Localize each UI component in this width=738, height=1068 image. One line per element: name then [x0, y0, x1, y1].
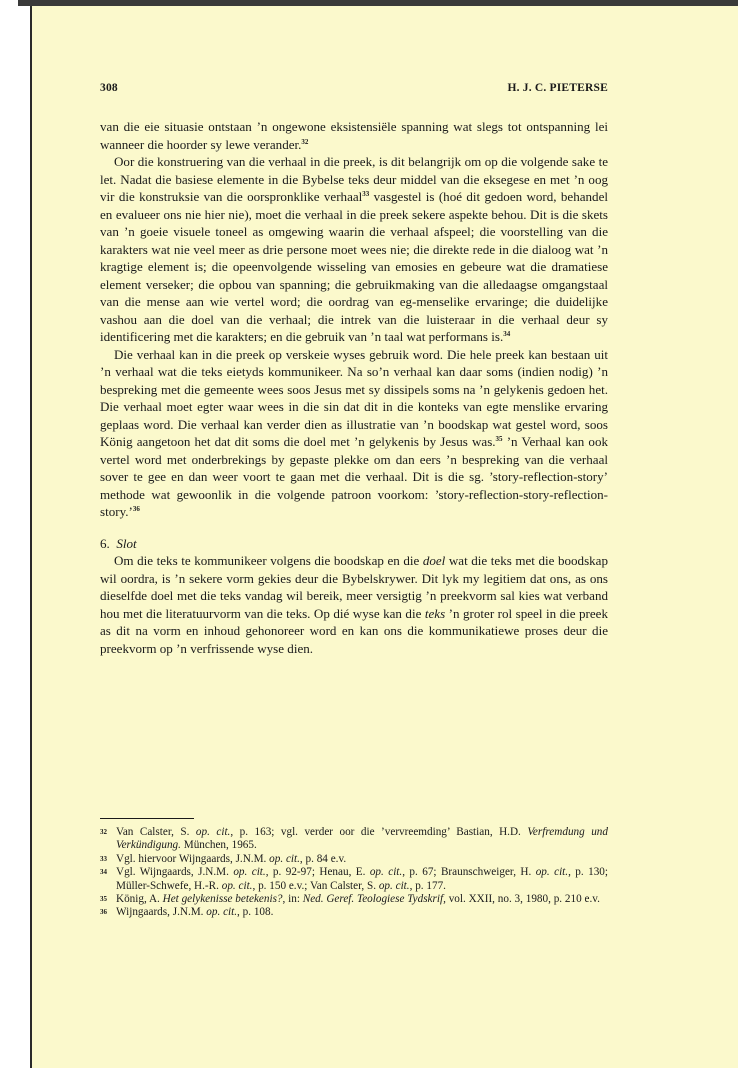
slot-emphasis-teks: teks: [424, 605, 446, 621]
body-text: [100, 118, 608, 657]
footnote-text: , p. 108.: [237, 906, 274, 919]
paragraph-3-text-b: ’n Verhaal kan ook vertel word met onderbrekings by gepaste plekke om dan eers ’n bespreking van die verhaal sover te gee en dan weer voort te gaan met die verhaal. Dit is die sg. ’story-reflection-story’ methode wat gewoonlik in die volgende patroon voorkom: ’story-reflection-story-reflection-story.’: [100, 434, 608, 519]
slot-emphasis-doel: doel: [422, 553, 446, 568]
footnote-text: München, 1965.: [180, 839, 257, 852]
footnote-text: , p. 92-97; Henau, E.: [265, 866, 370, 879]
footnote-italic-text: op. cit.: [233, 866, 266, 879]
footnote-ref-34[interactable]: 34: [503, 330, 511, 338]
footnote-italic-text: op. cit.: [206, 906, 238, 919]
footnote-ref-35[interactable]: 35: [495, 435, 503, 443]
slot-text-a: Om die teks te kommunikeer volgens die boodskap en die: [114, 553, 423, 568]
footnote-number: 35: [100, 895, 107, 904]
footnote-number: 34: [100, 868, 107, 877]
footnote-text: König, A.: [116, 893, 163, 906]
scan-border: [0, 0, 32, 1068]
running-header: [100, 82, 608, 98]
footnote-ref-33[interactable]: 33: [362, 190, 370, 198]
slot-text-c: ’n groter rol speel in die preek as dit na vorm en inhoud gehonoreer word en kan ons die kommunikatiewe proses deur die preekvorm op ’n verfrissende wyse dien.: [100, 605, 608, 656]
paragraph-2-text-b: vasgestel is (hoé dit gedoen word, behandel en evalueer ons nie hier nie), moet die verhaal in die preek sekere aspekte behou. Dit is die skets van ’n goeie visuele toneel as omgewing waarin die verhaal afspeel; die voorstelling van die karakters wat nie veel meer as drie persone moet wees nie; die direkte rede in die dialoog wat ’n kragtige element is; die opeenvolgende wisseling van emosies en gebeure wat die dramatiese element verseker; die opbou van spanning; die gebruikmaking van die alledaagse omgangstaal van die mense aan wie vertel word; die oordrag van eg-menselike ervaringe; die duidelijke vashou aan die doel van die verhaal; die intrek van die luisteraar in die verhaal deur sy identificering met die karakters; en die gebruik van ’n taal wat performans is.: [100, 189, 609, 344]
paragraph-1-text: van die eie situasie ontstaan ’n ongewone eksistensiële spanning wat slegs tot ontspanning lei wanneer die hoorder sy lewe verander.: [100, 119, 608, 152]
slot-text-b: wat die teks met die boodskap wil oordra, is ’n sekere vorm gekies deur die Bybelskrywer. Dit lyk my legitiem dat ons, as ons dieselfde doel met die teks vandag wil bereik, meer versigtig ’n preekvorm sal kies wat verband hou met die literatuurvorm van die teks. Op dié wyse kan die: [100, 553, 608, 621]
footnote-italic-text: op. cit.: [221, 879, 253, 892]
section-number: 6.: [100, 535, 110, 551]
footnote-number: 33: [100, 854, 107, 863]
footnote-33: [100, 853, 608, 866]
footnote-text: , in:: [282, 893, 303, 906]
footnote-text: vol. XXII, no. 3, 1980, p. 210 e.v.: [445, 893, 600, 906]
section-heading: [100, 535, 608, 553]
footnote-text: Wijngaards, J.N.M.: [116, 906, 207, 919]
footnote-text: , p. 163; vgl. verder oor die ’vervreemding’ Bastian, H.D.: [230, 826, 528, 838]
footnote-number: 32: [100, 828, 107, 836]
footnote-italic-text: Ned. Geref. Teologiese Tydskrif,: [302, 893, 446, 906]
running-author: H. J. C. PIETERSE: [507, 82, 608, 94]
footnote-34: [100, 866, 608, 893]
paragraph-1: [100, 118, 608, 153]
footnote-text: Vgl. Wijngaards, J.N.M.: [116, 866, 234, 879]
footnote-text: , p. 130; Müller-Schwefe, H.-R.: [116, 866, 609, 892]
footnote-italic-text: op. cit.: [195, 826, 231, 838]
paragraph-2: [100, 153, 608, 346]
paragraph-2-text-a: Oor die konstruering van die verhaal in die preek, is dit belangrijk om op die volgende sake te let. Nadat die basiese elemente in die Bybelse teks deur middel van die eksegese en met ’n oog vir die konstruksie van die oorspronklike verhaal: [100, 154, 608, 204]
section-title: Slot: [116, 535, 137, 551]
footnote-ref-36[interactable]: 36: [132, 505, 140, 513]
footnote-text: , p. 177.: [409, 879, 446, 892]
footnote-text: , p. 84 e.v.: [299, 852, 347, 865]
footnote-italic-text: op. cit.: [269, 852, 300, 865]
paragraph-3-text-a: Die verhaal kan in die preek op verskeie wyses gebruik word. Die hele preek kan bestaan uit ’n verhaal wat die teks eietyds kommunikeer. Na so’n verhaal kan daar soms (indien nodig) ’n bespreking met die gemeente wees soos Jesus met sy dissipels soms na ’n gelykenis gedoen het. Die verhaal moet egter waar wees in die sin dat dit in die konteks van egte menslike ervaring geplaas word. Die verhaal kan verder dien as illustratie van ’n boodskap wat gestel word, soos König aangetoon het dat dit soms die doel met ’n gelykenis by Jesus was.: [100, 346, 608, 449]
footnote-italic-text: op. cit.: [369, 866, 403, 879]
footnote-divider: [100, 818, 194, 819]
footnote-text: Vgl. hiervoor Wijngaards, J.N.M.: [116, 852, 270, 865]
footnote-text: , p. 67; Braunschweiger, H.: [402, 866, 536, 879]
slot-paragraph: [100, 552, 608, 657]
paragraph-3: [100, 346, 608, 521]
footnote-text: Van Calster, S.: [116, 826, 196, 838]
footnote-italic-text: Verfremdung und Verkündigung.: [116, 826, 608, 852]
footnote-text: , p. 150 e.v.; Van Calster, S.: [252, 879, 379, 892]
footnote-32: [100, 826, 608, 853]
footnote-ref-32[interactable]: 32: [301, 137, 309, 146]
footnotes: [100, 826, 608, 920]
footnote-35: [100, 893, 608, 906]
footnote-36: [100, 906, 608, 919]
footnote-number: 36: [100, 908, 107, 917]
footnote-italic-text: op. cit.: [535, 866, 569, 879]
page-number: 308: [100, 82, 118, 94]
footnote-italic-text: Het gelykenisse betekenis?: [162, 893, 283, 906]
footnote-italic-text: op. cit.: [378, 879, 410, 892]
